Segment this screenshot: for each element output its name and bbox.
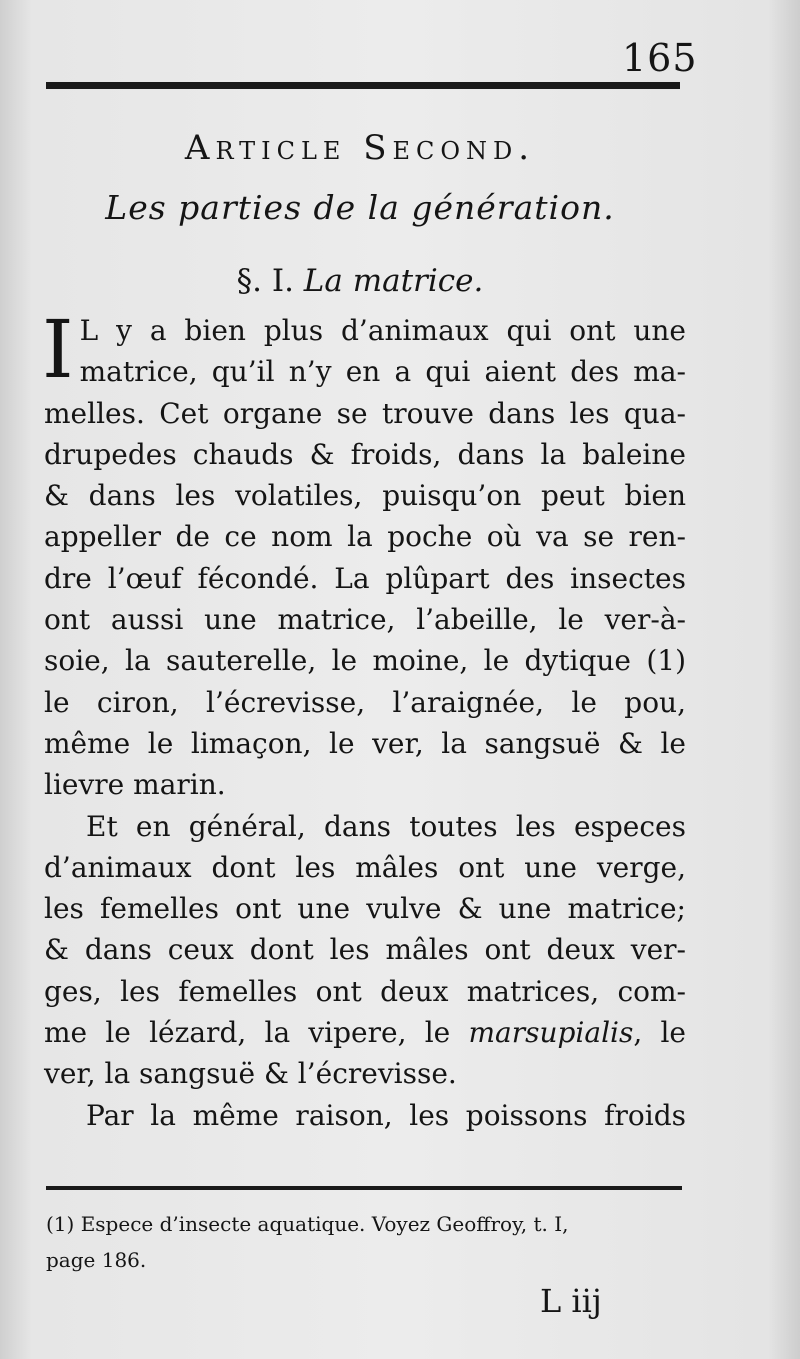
- body-line: me le lézard, la vipere, le marsupialis, le: [44, 1016, 687, 1050]
- paragraph-heading: [0, 263, 720, 299]
- body-line: drupedes chauds & froids, dans la baleine: [44, 437, 686, 471]
- italic-term: marsupialis: [468, 1016, 634, 1050]
- body-line: même le limaçon, le ver, la sangsuë & le: [44, 726, 686, 760]
- body-text: [42, 303, 687, 1136]
- drop-cap-following: L: [79, 314, 99, 347]
- paragraph-title: La matrice.: [303, 263, 484, 299]
- body-line: Et en général, dans toutes les especes: [86, 809, 686, 843]
- footnote: [46, 1206, 686, 1278]
- body-line: Par la même raison, les poissons froids: [86, 1098, 686, 1132]
- section-subtitle: Les parties de la génération.: [105, 188, 615, 227]
- footnote-line: page 186.: [46, 1248, 147, 1272]
- drop-cap: I: [42, 303, 74, 396]
- article-heading: Article Second.: [184, 128, 536, 168]
- page-number: 165: [622, 36, 698, 80]
- body-line: matrice, qu’il n’y en a qui aient des ma-: [79, 355, 686, 389]
- body-line: appeller de ce nom la poche où va se ren-: [44, 520, 686, 554]
- body-line: ont aussi une matrice, l’abeille, le ver-à-: [44, 603, 686, 637]
- body-line: lievre marin.: [44, 768, 226, 802]
- paragraph-number: §. I.: [236, 263, 294, 299]
- footnote-line: (1) Espece d’insecte aquatique. Voyez Geoffroy, t. I,: [46, 1212, 569, 1236]
- body-line: soie, la sauterelle, le moine, le dytique (1): [44, 644, 686, 678]
- body-line: ges, les femelles ont deux matrices, com-: [44, 974, 686, 1008]
- body-line: melles. Cet organe se trouve dans les qua-: [44, 396, 686, 430]
- body-line: le ciron, l’écrevisse, l’araignée, le pou,: [44, 685, 686, 719]
- body-line: dre l’œuf fécondé. La plûpart des insectes: [44, 561, 686, 595]
- signature-mark: L iij: [540, 1282, 602, 1320]
- body-line: & dans ceux dont les mâles ont deux ver-: [44, 933, 686, 967]
- body-line: & dans les volatiles, puisqu’on peut bien: [44, 479, 686, 513]
- body-line: d’animaux dont les mâles ont une verge,: [44, 850, 686, 884]
- body-line: L y a bien plus d’animaux qui ont une: [79, 314, 686, 347]
- body-line: les femelles ont une vulve & une matrice;: [44, 892, 686, 926]
- footnote-rule: [46, 1186, 682, 1190]
- body-line: ver, la sangsuë & l’écrevisse.: [44, 1057, 457, 1091]
- header-rule: [46, 82, 680, 89]
